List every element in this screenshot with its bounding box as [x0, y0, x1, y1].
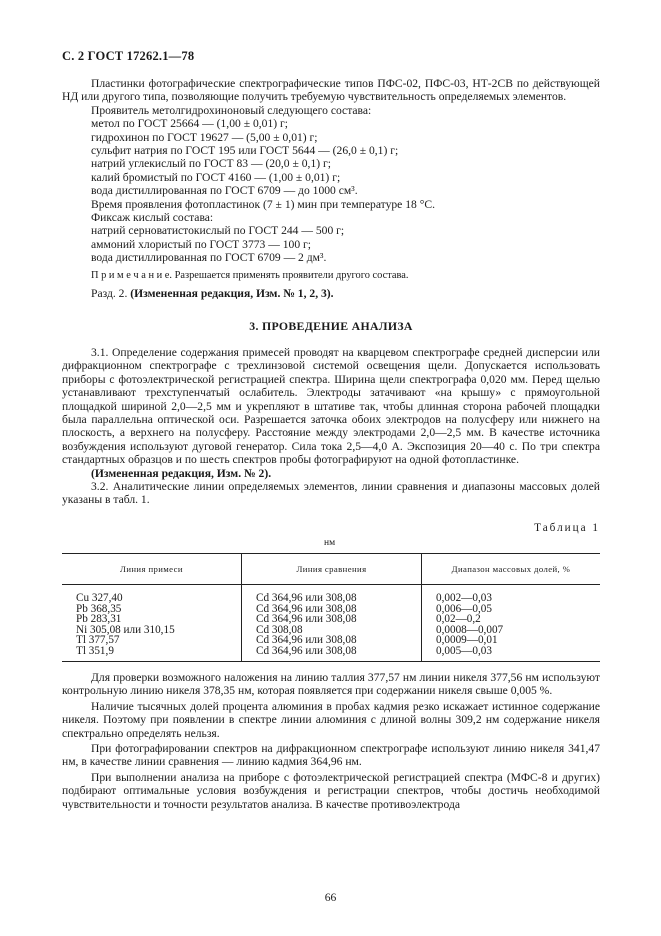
- table-cell: Cd 364,96 или 308,08: [256, 644, 357, 657]
- developer-line: сульфит натрия по ГОСТ 195 или ГОСТ 5644 — (26,0 ± 0,1) г;: [91, 144, 399, 158]
- developer-list: [62, 117, 600, 211]
- paragraph-thallium: Для проверки возможного наложения на линию таллия 377,57 нм линии никеля 377,56 нм используют контрольную линию никеля 378,35 нм, которая появляется при содержании никеля свыше 0,005 %.: [62, 671, 600, 698]
- table-cell: 0,02—0,2: [436, 613, 481, 626]
- table-cell: 0,005—0,03: [436, 644, 492, 657]
- razd-prefix: Разд. 2.: [91, 287, 128, 301]
- after-table-block: [62, 671, 600, 811]
- table-cell: Cd 364,96 или 308,08: [256, 602, 357, 615]
- page-header: С. 2 ГОСТ 17262.1—78: [62, 49, 195, 63]
- table-cell: 0,006—0,05: [436, 602, 492, 615]
- fixer-line: натрий серноватистокислый по ГОСТ 244 — 500 г;: [91, 224, 345, 238]
- table-cell: Tl 377,57: [76, 634, 120, 647]
- note-label: П р и м е ч а н и е.: [91, 269, 172, 281]
- amendment-2: (Измененная редакция, Изм. № 2).: [91, 466, 272, 480]
- note: [62, 269, 600, 282]
- fixer-list: [62, 224, 600, 264]
- table-cell: Cd 364,96 или 308,08: [256, 613, 357, 626]
- developer-line: калий бромистый по ГОСТ 4160 — (1,00 ± 0,01) г;: [91, 170, 341, 184]
- table-body-row: [62, 585, 600, 662]
- table-cell: Cd 308,08: [256, 623, 303, 636]
- paragraph-3-1: 3.1. Определение содержания примесей проводят на кварцевом спектрографе средней дисперсии или дифракционном спектрографе с трехлинзовой системой освещения щели. Допускается использовать приборы с фотоэлектрической регистрацией спектра. Ширина щели спектрографа 0,020 мм. Перед щелью устанавливают трехступенчатый ослабитель. Электроды затачивают «на крышу» с прямоугольной площадкой шириной 2,0—2,5 мм и укрепляют в штативе так, чтобы длинная сторона рабочей площадки была параллельна оптической оси. Разрешается заточка обоих электродов на полусферу или нижнего на плоскость, а верхнего на полусферу. Расстояние между электродами 2,0—2,5 мм. В качестве источника возбуждения используют дуговой генератор. Сила тока 2,5—4,0 А. Экспозиция 20—40 с. По три спектра стандартных образцов и по шесть спектров пробы фотографируют на одной фотопластинке.: [62, 346, 600, 467]
- razd-amendment: [62, 287, 600, 300]
- table-caption: Таблица 1: [534, 522, 600, 534]
- developer-line: метол по ГОСТ 25664 — (1,00 ± 0,01) г;: [91, 117, 288, 131]
- developer-line: натрий углекислый по ГОСТ 83 — (20,0 ± 0,1) г;: [91, 157, 331, 171]
- section-3-block: [62, 346, 600, 507]
- fixer-line: вода дистиллированная по ГОСТ 6709 — 2 дм³.: [91, 251, 327, 265]
- fixer-line: аммоний хлористый по ГОСТ 3773 — 100 г;: [91, 237, 311, 251]
- page-number: 66: [324, 891, 337, 904]
- developer-line: Время проявления фотопластинок (7 ± 1) мин при температуре 18 °С.: [91, 197, 435, 211]
- comparison-column: [242, 585, 422, 662]
- impurity-column: [62, 585, 242, 662]
- table-cell: Pb 283,31: [76, 613, 122, 626]
- developer-line: вода дистиллированная по ГОСТ 6709 — до 1000 см³.: [91, 184, 358, 198]
- paragraph-aluminium: Наличие тысячных долей процента алюминия в пробах кадмия резко искажает истинное содержание никеля. Поэтому при появлении в спектре линии алюминия с длиной волны 309,2 нм содержание никеля спектрально определять нельзя.: [62, 699, 600, 740]
- table-cell: Ni 305,08 или 310,15: [76, 623, 175, 636]
- range-column: [422, 585, 601, 662]
- razd-bold: (Измененная редакция, Изм. № 1, 2, 3).: [130, 287, 334, 301]
- header-impurity-line: Линия примеси: [62, 554, 242, 585]
- developer-line: гидрохинон по ГОСТ 19627 — (5,00 ± 0,01) г;: [91, 130, 318, 144]
- section-title: 3. ПРОВЕДЕНИЕ АНАЛИЗА: [249, 319, 413, 333]
- table-header-row: [62, 554, 600, 585]
- note-text: Разрешается применять проявители другого состава.: [174, 269, 409, 281]
- paragraph-photoelectric: При выполнении анализа на приборе с фотоэлектрической регистрацией спектра (МФС-8 и других) подбирают оптимальные условия возбуждения и регистрации спектров, чтобы достичь необходимой чувствительности и точности результатов анализа. В качестве противоэлектрода: [62, 770, 600, 811]
- table-cell: Cd 364,96 или 308,08: [256, 634, 357, 647]
- paragraph-diffraction: При фотографировании спектров на дифракционном спектрографе используют линию никеля 341,47 нм, в качестве линии сравнения — линию кадмия 364,96 нм.: [62, 742, 600, 769]
- lines-table: [62, 553, 600, 662]
- table-cell: 0,002—0,03: [436, 592, 492, 604]
- header-range: Диапазон массовых долей, %: [422, 554, 601, 585]
- table-cell: Cu 327,40: [76, 592, 123, 604]
- table-cell: 0,0008—0,007: [436, 623, 504, 636]
- table-unit: нм: [324, 538, 336, 548]
- paragraph-3-2: 3.2. Аналитические линии определяемых элементов, линии сравнения и диапазоны массовых долей указаны в табл. 1.: [62, 480, 600, 507]
- header-comparison-line: Линия сравнения: [242, 554, 422, 585]
- developer-title: Проявитель метолгидрохиноновый следующего состава:: [91, 103, 372, 117]
- fixer-title: Фиксаж кислый состава:: [91, 211, 214, 225]
- table-cell: Cd 364,96 или 308,08: [256, 592, 357, 604]
- intro-paragraph: Пластинки фотографические спектрографические типов ПФС-02, ПФС-03, НТ-2СВ по действующей НД или другого типа, позволяющие получить требуемую чувствительность определяемых элементов.: [62, 77, 600, 104]
- table-cell: 0,0009—0,01: [436, 634, 498, 647]
- materials-block: [62, 77, 600, 301]
- table-cell: Tl 351,9: [76, 644, 114, 657]
- table-cell: Pb 368,35: [76, 602, 122, 615]
